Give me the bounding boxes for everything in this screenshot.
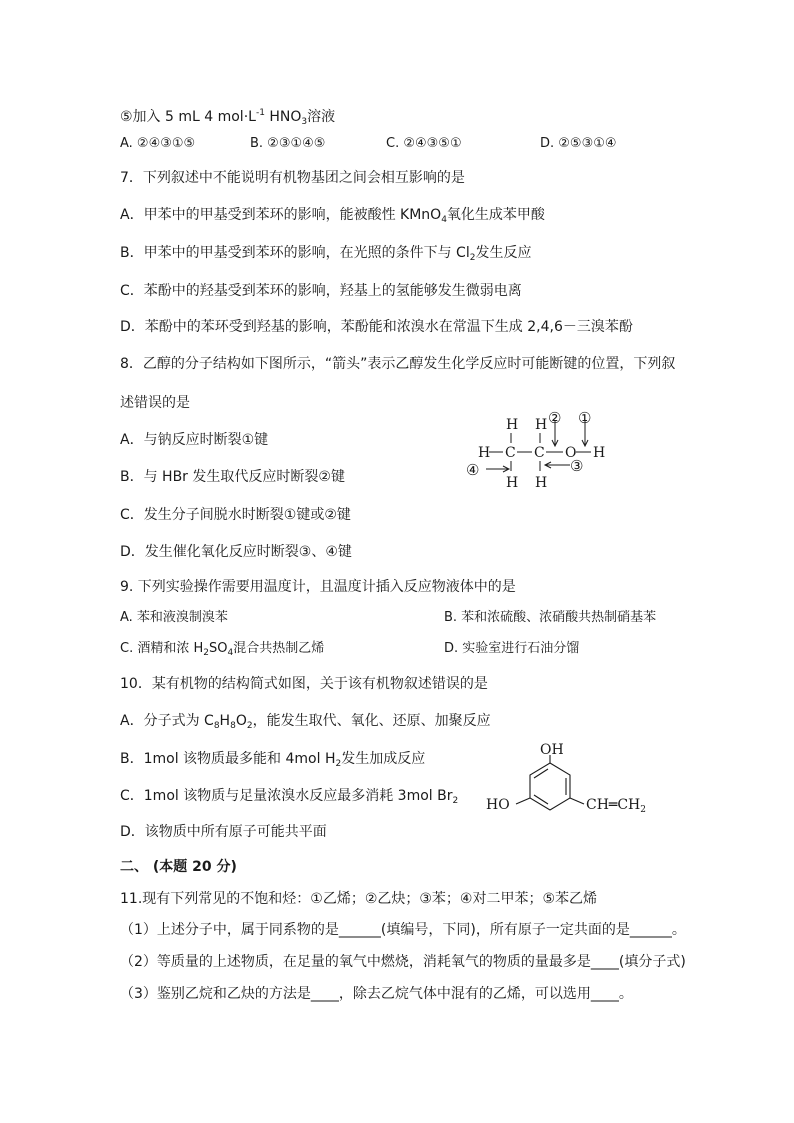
atom-c: C (505, 445, 516, 461)
q9-stem: 9. 下列实验操作需要用温度计，且温度计插入反应物液体中的是 (120, 579, 516, 595)
atom-o: O (565, 445, 577, 461)
q10-option-a[interactable]: A．分子式为 $C_8H_8O_2$，能发生取代、氧化、还原、加聚反应 (120, 713, 491, 731)
q8-option-b[interactable]: B．与 HBr 发生取代反应时断裂②键 (120, 469, 345, 485)
q8-option-c[interactable]: C．发生分子间脱水时断裂①键或②键 (120, 507, 351, 523)
hydroxyl-left: HO (486, 797, 510, 813)
q11-part-1: （1）上述分子中，属于同系物的是______(填编号，下同)，所有原子一定共面的是______。 (120, 922, 686, 938)
q7-stem: 7．下列叙述中不能说明有机物基团之间会相互影响的是 (120, 170, 465, 186)
q10-stem: 10．某有机物的结构简式如图，关于该有机物叙述错误的是 (120, 676, 488, 692)
bond-label-2: ② (548, 409, 562, 427)
q6-item-5: ⑤加入 5 mL 4 $mol\cdot L^{-1}$ $HNO_3$溶液 (120, 108, 336, 127)
q8-option-a[interactable]: A．与钠反应时断裂①键 (120, 432, 269, 448)
q7-option-a[interactable]: A．甲苯中的甲基受到苯环的影响，能被酸性 KMnO$_4$氧化生成苯甲酸 (120, 207, 545, 225)
q10-option-c[interactable]: C．1mol 该物质与足量浓溴水反应最多消耗 3mol $Br_2$ (120, 788, 459, 806)
q6-option-c[interactable]: C. ②④③⑤① (386, 136, 462, 151)
atom-h: H (506, 417, 519, 433)
q7-option-b[interactable]: B．甲苯中的甲基受到苯环的影响，在光照的条件下与 $Cl_2$发生反应 (120, 245, 532, 263)
ethanol-structure-diagram (462, 405, 622, 495)
q8-stem-line1: 8．乙醇的分子结构如下图所示，“箭头”表示乙醇发生化学反应时可能断键的位置，下列叙 (120, 356, 676, 372)
q11-part-3: （3）鉴别乙烷和乙炔的方法是____，除去乙烷气体中混有的乙烯，可以选用____。 (120, 986, 633, 1002)
q6-option-a[interactable]: A. ②④③①⑤ (120, 136, 196, 151)
q11-part-2: （2）等质量的上述物质，在足量的氧气中燃烧，消耗氧气的物质的量最多是____(填分子式) (120, 954, 686, 970)
q8-stem-line2: 述错误的是 (120, 395, 190, 411)
atom-h: H (535, 417, 548, 433)
q7-option-c[interactable]: C．苯酚中的羟基受到苯环的影响，羟基上的氢能够发生微弱电离 (120, 283, 522, 299)
q9-option-b[interactable]: B. 苯和浓硫酸、浓硝酸共热制硝基苯 (444, 610, 657, 625)
atom-h: H (593, 445, 606, 461)
q9-option-d[interactable]: D. 实验室进行石油分馏 (444, 641, 580, 656)
q8-option-d[interactable]: D．发生催化氧化反应时断裂③、④键 (120, 544, 352, 560)
bond-label-1: ① (578, 409, 592, 427)
atom-h: H (506, 475, 519, 491)
q9-option-c[interactable]: C. 酒精和浓 $H_2SO_4$混合共热制乙烯 (120, 641, 325, 658)
q7-option-d[interactable]: D．苯酚中的苯环受到羟基的影响，苯酚能和浓溴水在常温下生成 2,4,6－三溴苯酚 (120, 319, 633, 335)
q10-option-b[interactable]: B．1mol 该物质最多能和 4mol $H_2$发生加成反应 (120, 751, 426, 769)
bond-label-4: ④ (466, 461, 480, 479)
hydroxyl-top: OH (540, 742, 564, 758)
q10-option-d[interactable]: D．该物质中所有原子可能共平面 (120, 824, 327, 840)
q9-option-a[interactable]: A. 苯和液溴制溴苯 (120, 610, 228, 625)
q11-stem: 11.现有下列常见的不饱和烃：①乙烯；②乙炔；③苯；④对二甲苯；⑤苯乙烯 (120, 891, 598, 907)
atom-h: H (535, 475, 548, 491)
q6-option-b[interactable]: B. ②③①④⑤ (250, 136, 326, 151)
q6-option-d[interactable]: D. ②⑤③①④ (540, 136, 617, 151)
atom-h: H (478, 445, 491, 461)
section-2-title: 二、 (本题 20 分) (120, 859, 237, 875)
vinyl-group: $CH═CH_2$ (586, 797, 647, 815)
bond-label-3: ③ (570, 457, 584, 475)
atom-c: C (534, 445, 545, 461)
benzene-ring-structure-diagram (480, 735, 660, 825)
